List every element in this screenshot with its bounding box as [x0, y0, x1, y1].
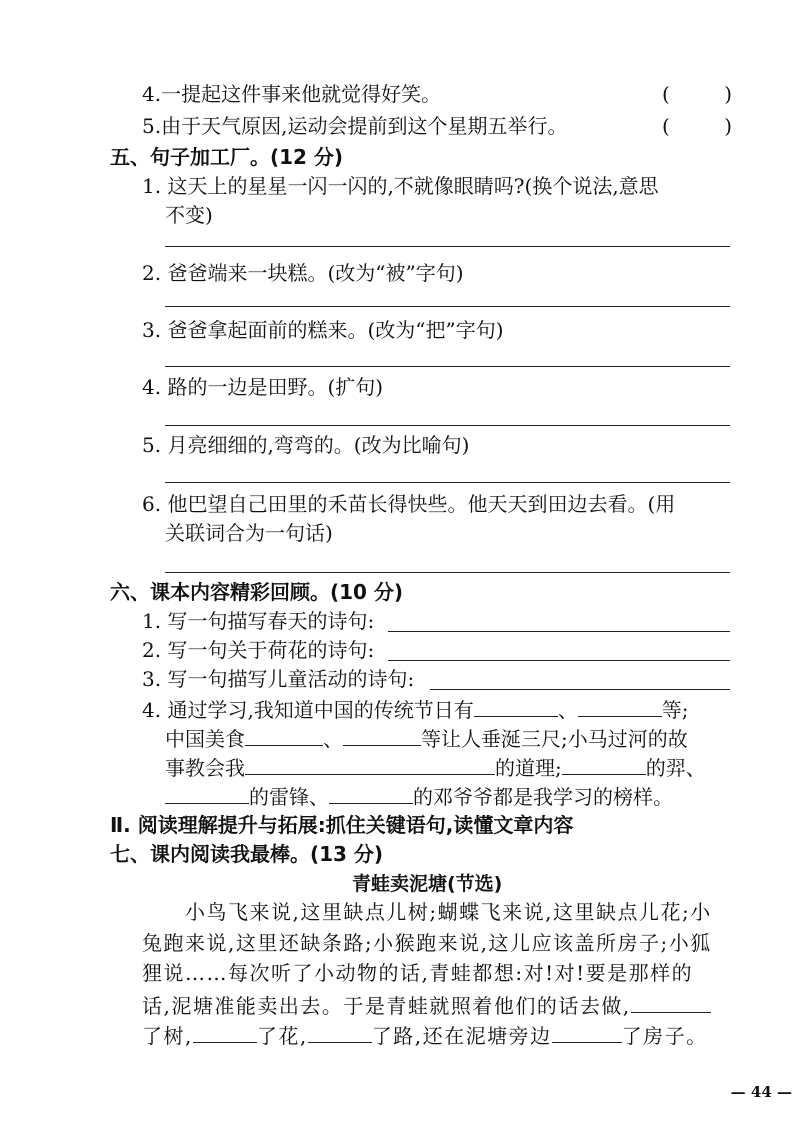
s5-question-6-cont: 关联词合为一句话) — [165, 521, 333, 545]
s6-question-3: 3. 写一句描写儿童活动的诗句: — [142, 667, 415, 691]
judge-item-text: 由于天气原因,运动会提前到这个星期五举行。 — [161, 114, 568, 138]
answer-line[interactable] — [165, 482, 730, 483]
s5-question-6: 6. 他巴望自己田里的禾苗长得快些。他天天到田边去看。(用 — [142, 492, 676, 516]
fill-blank[interactable] — [193, 1020, 257, 1043]
s6-question-4: 4. 通过学习,我知道中国的传统节日有 、 等; — [142, 694, 689, 724]
s6-question-4-line4: 的雷锋、 的邓爷爷都是我学习的榜样。 — [165, 781, 673, 811]
answer-line[interactable] — [165, 425, 730, 426]
answer-line[interactable] — [388, 631, 730, 632]
s5-question-1: 1. 这天上的星星一闪一闪的,不就像眼睛吗?(换个说法,意思 — [142, 174, 659, 198]
story-line-5: 了树, 了花, 了路,还在泥塘旁边 了房子。 — [142, 1020, 708, 1050]
story-line-1: 小鸟飞来说,这里缺点儿树;蝴蝶飞来说,这里缺点儿花;小 — [185, 900, 712, 924]
answer-line[interactable] — [165, 572, 730, 573]
judge-item-4 — [142, 80, 441, 108]
s6-question-1: 1. 写一句描写春天的诗句: — [142, 609, 375, 633]
fill-blank[interactable] — [165, 781, 249, 804]
answer-line[interactable] — [430, 689, 730, 690]
fill-blank[interactable] — [245, 752, 495, 775]
part-2-title: Ⅱ. 阅读理解提升与拓展:抓住关键语句,读懂文章内容 — [110, 813, 574, 837]
fill-blank[interactable] — [343, 723, 421, 746]
answer-line[interactable] — [165, 366, 730, 367]
fill-blank[interactable] — [552, 1020, 622, 1043]
judge-item-number: 4. — [142, 82, 162, 106]
judge-answer-box[interactable]: ( ) — [662, 114, 732, 138]
judge-answer-box[interactable]: ( ) — [662, 82, 732, 106]
s5-question-3: 3. 爸爸拿起面前的糕来。(改为“把”字句) — [142, 318, 504, 342]
page-number: — 44 — — [730, 1083, 792, 1101]
s5-question-5: 5. 月亮细细的,弯弯的。(改为比喻句) — [142, 433, 470, 457]
story-line-4: 话,泥塘准能卖出去。于是青蛙就照着他们的话去做, — [142, 990, 711, 1020]
story-line-2: 兔跑来说,这里还缺条路;小猴跑来说,这儿应该盖所房子;小狐 — [142, 931, 712, 955]
fill-blank[interactable] — [578, 694, 662, 717]
fill-blank[interactable] — [329, 781, 413, 804]
answer-line[interactable] — [165, 246, 730, 247]
judge-item-number: 5. — [142, 114, 162, 138]
fill-blank[interactable] — [631, 990, 711, 1013]
fill-blank[interactable] — [474, 694, 558, 717]
story-line-3: 狸说……每次听了小动物的话,青蛙都想:对!对!要是那样的 — [142, 961, 694, 985]
judge-item-5 — [142, 112, 567, 140]
section-6-title: 六、课本内容精彩回顾。(10 分) — [110, 580, 404, 604]
fill-blank[interactable] — [308, 1020, 372, 1043]
s6-question-4-line2: 中国美食 、 等让人垂涎三尺;小马过河的故 — [165, 723, 688, 753]
fill-blank[interactable] — [562, 752, 646, 775]
judge-item-text: 一提起这件事来他就觉得好笑。 — [161, 82, 442, 106]
s6-question-4-line3: 事教会我 的道理; 的羿、 — [165, 752, 706, 782]
section-5-title: 五、句子加工厂。(12 分) — [110, 145, 344, 169]
answer-line[interactable] — [388, 660, 730, 661]
s6-question-2: 2. 写一句关于荷花的诗句: — [142, 638, 375, 662]
answer-line[interactable] — [165, 306, 730, 307]
s5-question-2: 2. 爸爸端来一块糕。(改为“被”字句) — [142, 261, 464, 285]
section-7-title: 七、课内阅读我最棒。(13 分) — [110, 842, 384, 866]
story-title: 青蛙卖泥塘(节选) — [352, 873, 503, 895]
s5-question-1-cont: 不变) — [165, 203, 213, 227]
fill-blank[interactable] — [245, 723, 323, 746]
s5-question-4: 4. 路的一边是田野。(扩句) — [142, 375, 384, 399]
